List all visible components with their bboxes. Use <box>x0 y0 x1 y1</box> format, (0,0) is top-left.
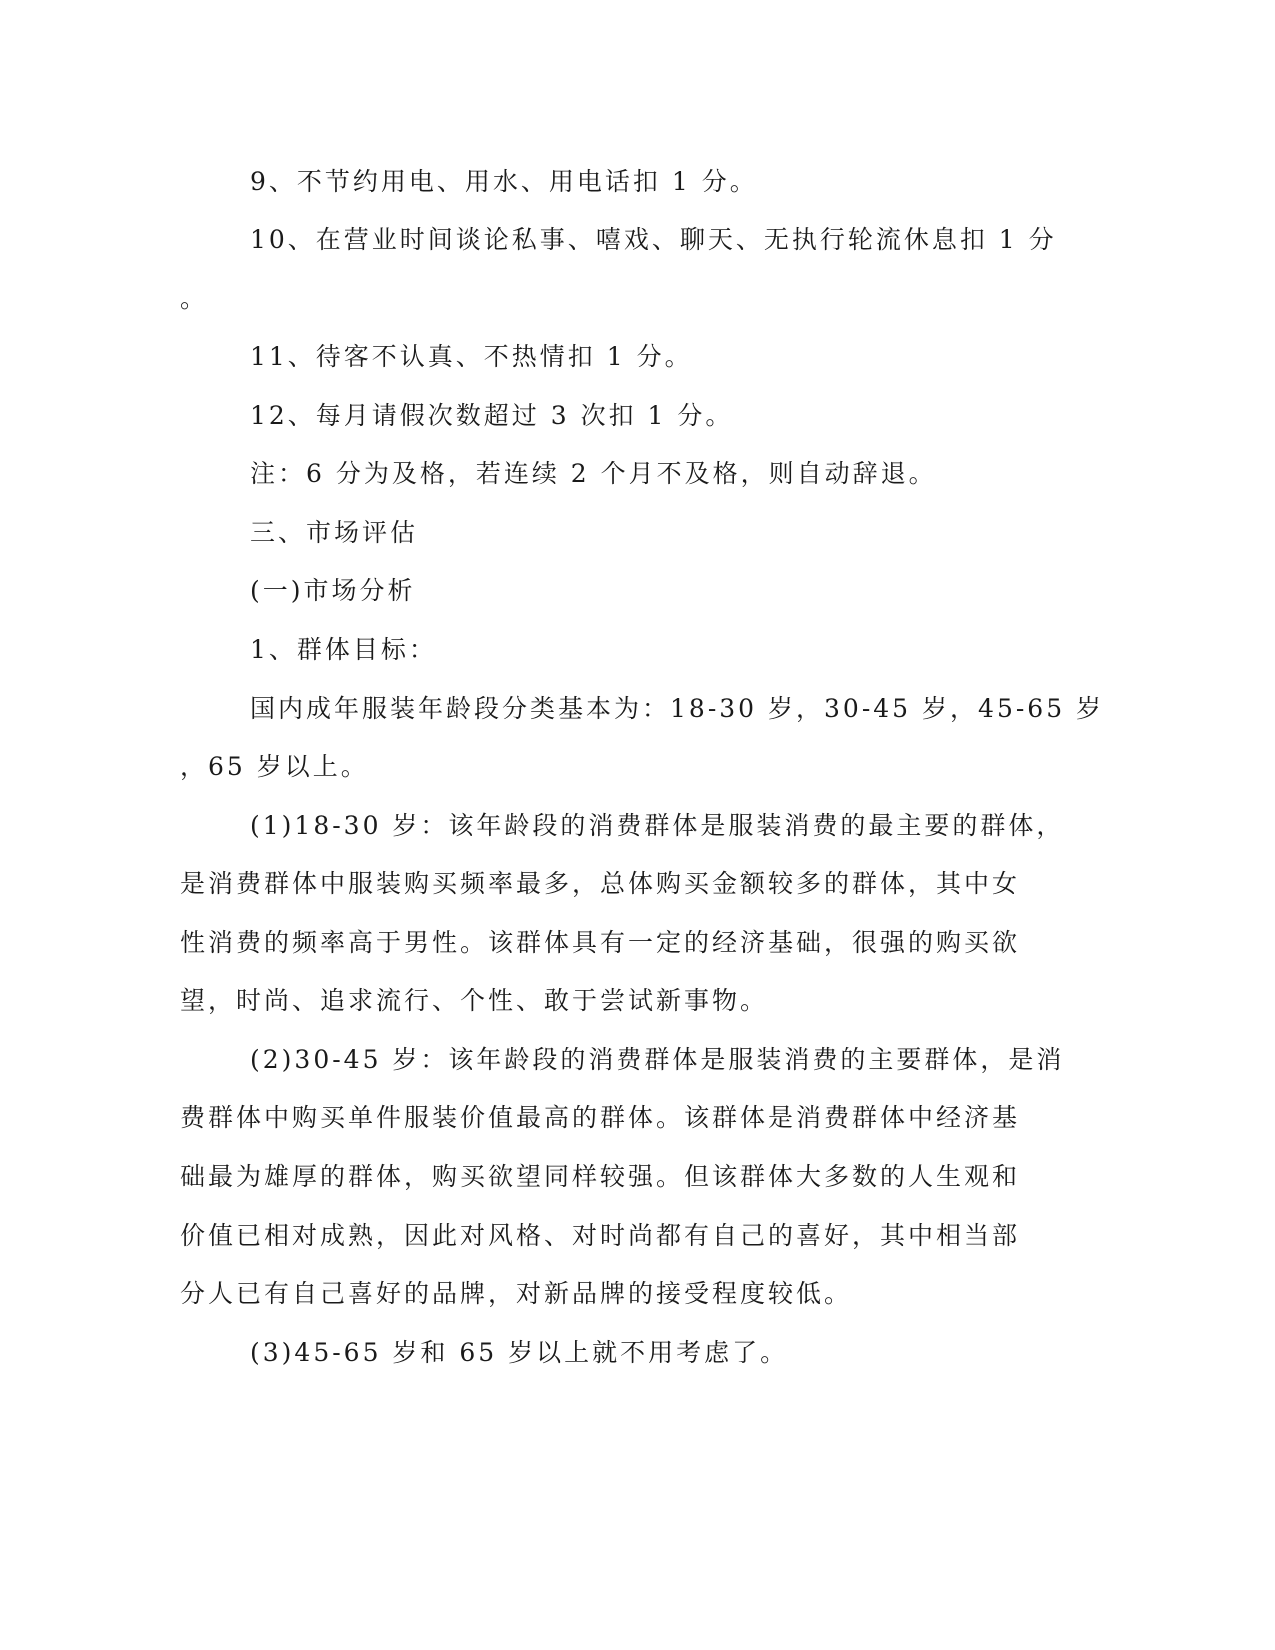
group-30-45-line-4: 价值已相对成熟，因此对风格、对时尚都有自己的喜好，其中相当部 <box>180 1221 1021 1250</box>
rule-item-12: 12、每月请假次数超过 3 次扣 1 分。 <box>250 401 734 430</box>
group-18-30-paragraph: (1)18-30 岁：该年龄段的消费群体是服装消费的最主要的群体， <box>250 811 1065 840</box>
rule-item-9: 9、不节约用电、用水、用电话扣 1 分。 <box>250 167 758 196</box>
group-18-30-line-2: 是消费群体中服装购买频率最多，总体购买金额较多的群体，其中女 <box>180 869 1021 898</box>
rule-item-10-continuation: 。 <box>180 284 209 313</box>
group-45-plus-paragraph: (3)45-65 岁和 65 岁以上就不用考虑了。 <box>250 1338 789 1367</box>
rule-item-11: 11、待客不认真、不热情扣 1 分。 <box>250 342 693 371</box>
subsection-heading: (一)市场分析 <box>250 576 416 605</box>
group-18-30-line-3: 性消费的频率高于男性。该群体具有一定的经济基础，很强的购买欲 <box>180 928 1021 957</box>
item-heading: 1、群体目标： <box>250 635 437 664</box>
section-heading: 三、市场评估 <box>250 518 419 547</box>
age-classification-paragraph: 国内成年服装年龄段分类基本为：18-30 岁，30-45 岁，45-65 岁 <box>250 694 1105 723</box>
group-30-45-line-2: 费群体中购买单件服装价值最高的群体。该群体是消费群体中经济基 <box>180 1103 1021 1132</box>
group-18-30-line-4: 望，时尚、追求流行、个性、敢于尝试新事物。 <box>180 986 769 1015</box>
group-30-45-line-3: 础最为雄厚的群体，购买欲望同样较强。但该群体大多数的人生观和 <box>180 1162 1021 1191</box>
group-30-45-line-5: 分人已有自己喜好的品牌，对新品牌的接受程度较低。 <box>180 1279 853 1308</box>
group-30-45-paragraph: (2)30-45 岁：该年龄段的消费群体是服装消费的主要群体，是消 <box>250 1045 1065 1074</box>
age-classification-continuation: ，65 岁以上。 <box>180 752 369 781</box>
note-paragraph: 注：6 分为及格，若连续 2 个月不及格，则自动辞退。 <box>250 459 937 488</box>
rule-item-10: 10、在营业时间谈论私事、嘻戏、聊天、无执行轮流休息扣 1 分 <box>250 225 1057 254</box>
